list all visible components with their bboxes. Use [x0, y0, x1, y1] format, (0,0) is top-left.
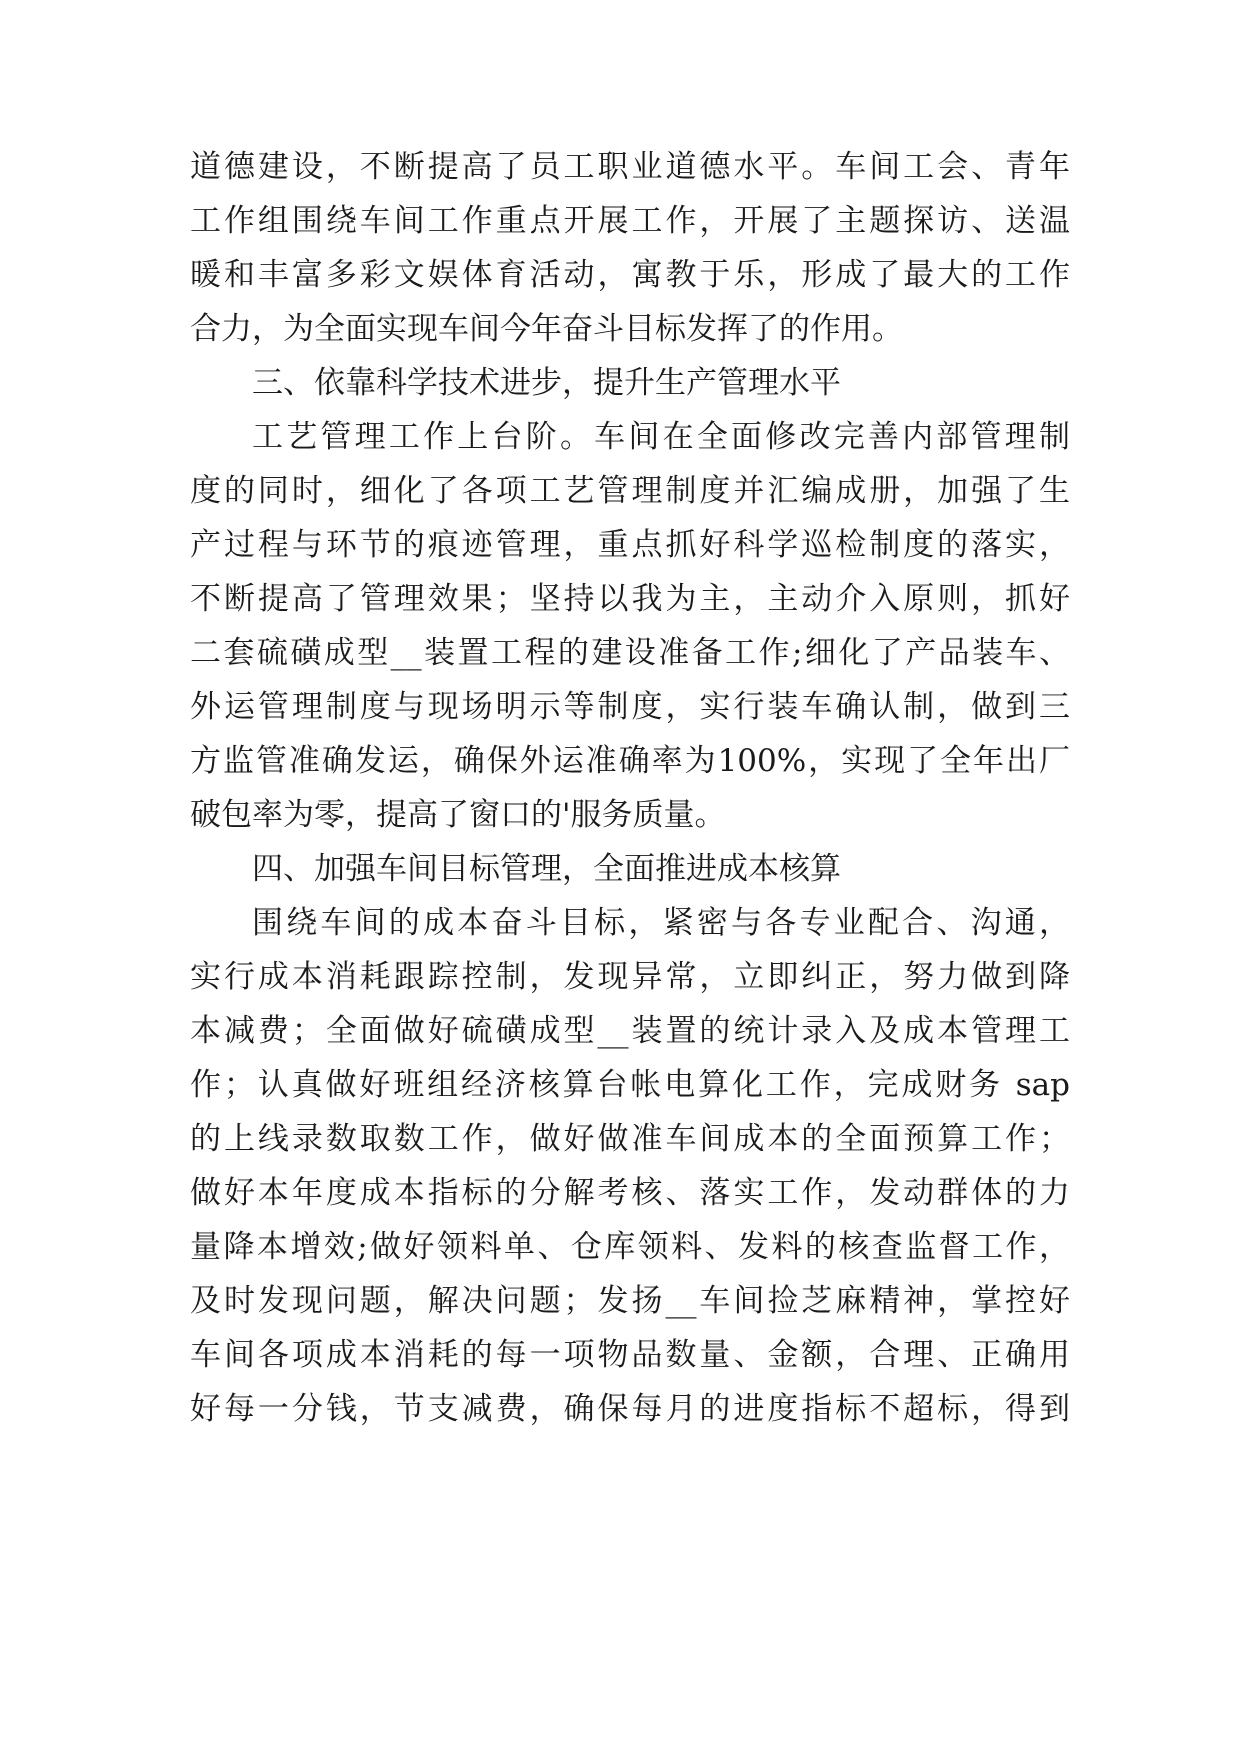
paragraph-line: 作；认真做好班组经济核算台帐电算化工作，完成财务 sap [190, 1067, 1070, 1103]
paragraph-line: 破包率为零，提高了窗口的'服务质量。 [190, 797, 726, 833]
paragraph-line: 道德建设，不断提高了员工职业道德水平。车间工会、青年 [190, 149, 1070, 185]
paragraph-line: 围绕车间的成本奋斗目标，紧密与各专业配合、沟通， [252, 905, 1070, 941]
paragraph-line: 合力，为全面实现车间今年奋斗目标发挥了的作用。 [190, 311, 903, 347]
paragraph-line: 外运管理制度与现场明示等制度，实行装车确认制，做到三 [190, 689, 1070, 725]
section-heading: 三、依靠科学技术进步，提升生产管理水平 [252, 365, 841, 401]
paragraph-line: 二套硫磺成型__装置工程的建设准备工作;细化了产品装车、 [190, 635, 1070, 671]
paragraph-line: 不断提高了管理效果；坚持以我为主，主动介入原则，抓好 [190, 581, 1070, 617]
paragraph-line: 及时发现问题，解决问题；发扬__车间捡芝麻精神，掌控好 [190, 1283, 1070, 1319]
paragraph-line: 产过程与环节的痕迹管理，重点抓好科学巡检制度的落实， [190, 527, 1070, 563]
paragraph-line: 度的同时，细化了各项工艺管理制度并汇编成册，加强了生 [190, 473, 1070, 509]
paragraph-line: 方监管准确发运，确保外运准确率为100%，实现了全年出厂 [190, 743, 1070, 779]
section-heading: 四、加强车间目标管理，全面推进成本核算 [252, 851, 841, 887]
paragraph-line: 工艺管理工作上台阶。车间在全面修改完善内部管理制 [252, 419, 1070, 455]
paragraph-line: 暖和丰富多彩文娱体育活动，寓教于乐，形成了最大的工作 [190, 257, 1070, 293]
paragraph-line: 的上线录数取数工作，做好做准车间成本的全面预算工作； [190, 1121, 1070, 1157]
paragraph-line: 本减费；全面做好硫磺成型__装置的统计录入及成本管理工 [190, 1013, 1070, 1049]
paragraph-line: 实行成本消耗跟踪控制，发现异常，立即纠正，努力做到降 [190, 959, 1070, 995]
paragraph-line: 好每一分钱，节支减费，确保每月的进度指标不超标，得到 [190, 1391, 1070, 1427]
paragraph-line: 车间各项成本消耗的每一项物品数量、金额，合理、正确用 [190, 1337, 1070, 1373]
paragraph-line: 量降本增效;做好领料单、仓库领料、发料的核查监督工作， [190, 1229, 1070, 1265]
paragraph-line: 做好本年度成本指标的分解考核、落实工作，发动群体的力 [190, 1175, 1070, 1211]
paragraph-line: 工作组围绕车间工作重点开展工作，开展了主题探访、送温 [190, 203, 1070, 239]
